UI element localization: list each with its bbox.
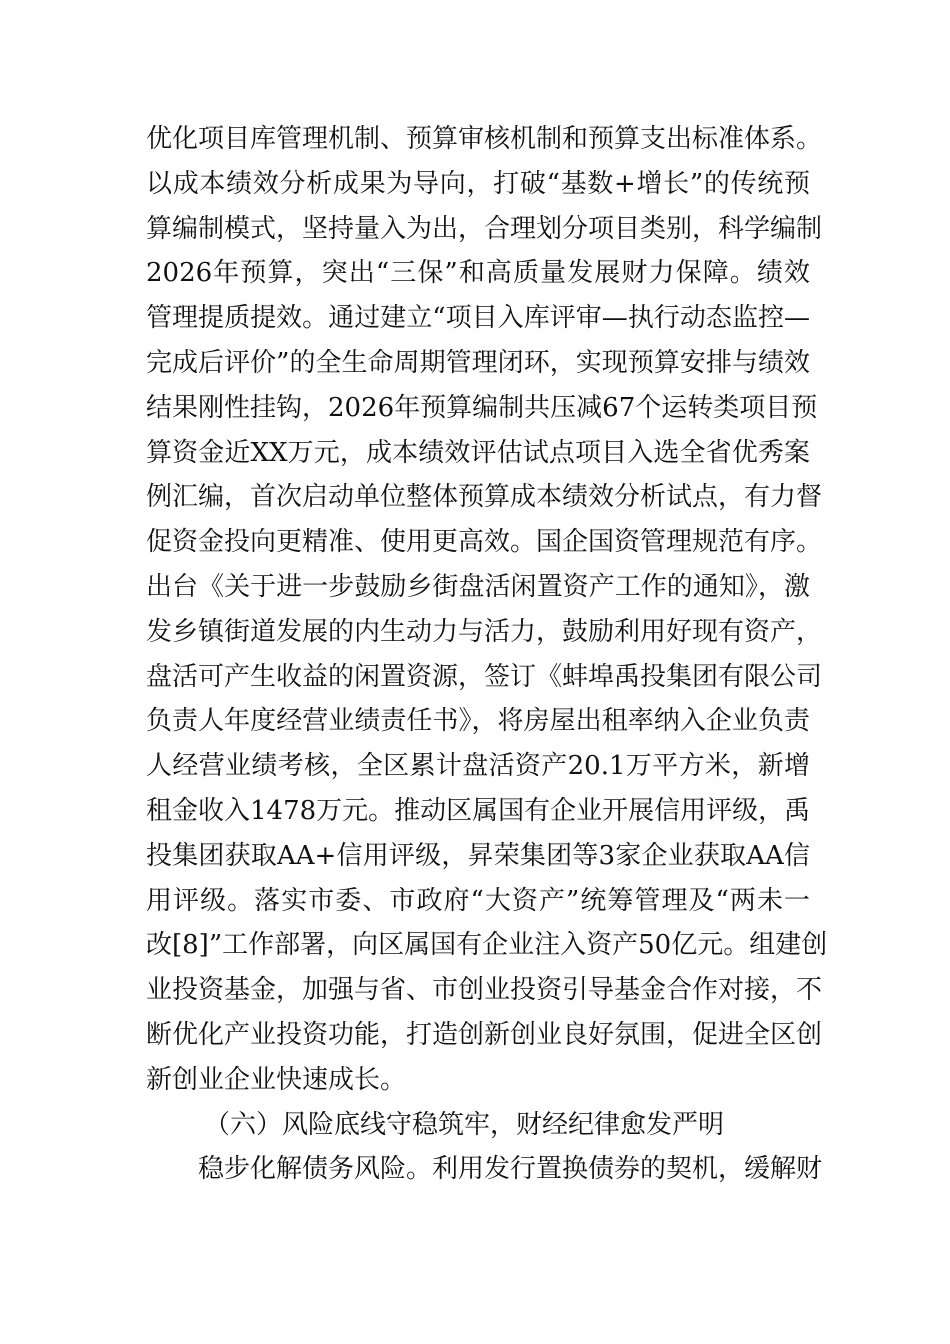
paragraph-line: 完成后评价”的全生命周期管理闭环，实现预算安排与绩效 xyxy=(146,347,810,378)
section-heading: （六）风险底线守稳筑牢，财经纪律愈发严明 xyxy=(204,1109,725,1140)
paragraph-line: 业投资基金，加强与省、市创业投资引导基金合作对接，不 xyxy=(146,975,823,1006)
paragraph-line: 投集团获取AA+信用评级，昇荣集团等3家企业获取AA信 xyxy=(146,840,810,871)
paragraph-line: 以成本绩效分析成果为导向，打破“基数+增长”的传统预 xyxy=(146,168,810,199)
paragraph-line: 用评级。落实市委、市政府“大资产”统筹管理及“两未一 xyxy=(146,885,810,916)
paragraph-line: 例汇编，首次启动单位整体预算成本绩效分析试点，有力督 xyxy=(146,482,823,513)
paragraph-line: 优化项目库管理机制、预算审核机制和预算支出标准体系。 xyxy=(146,124,823,154)
paragraph-line: 改[8]”工作部署，向区属国有企业注入资产50亿元。组建创 xyxy=(146,930,828,961)
paragraph-line: 人经营业绩考核，全区累计盘活资产20.1万平方米，新增 xyxy=(146,751,810,782)
paragraph-line: 管理提质提效。通过建立“项目入库评审—执行动态监控— xyxy=(146,303,810,334)
paragraph-line: 算资金近XX万元，成本绩效评估试点项目入选全省优秀案 xyxy=(146,437,810,468)
paragraph-line: 发乡镇街道发展的内生动力与活力，鼓励利用好现有资产， xyxy=(146,616,823,647)
document-body xyxy=(146,117,828,1192)
paragraph-line: 出台《关于进一步鼓励乡街盘活闲置资产工作的通知》，激 xyxy=(146,571,810,602)
paragraph-line: 盘活可产生收益的闲置资源，签订《蚌埠禹投集团有限公司 xyxy=(146,661,823,692)
paragraph-line: 结果刚性挂钩，2026年预算编制共压减67个运转类项目预 xyxy=(146,392,818,423)
paragraph-line: 稳步化解债务风险。利用发行置换债券的契机，缓解财 xyxy=(198,1154,823,1185)
paragraph-line: 新创业企业快速成长。 xyxy=(146,1064,407,1095)
paragraph-line: 算编制模式，坚持量入为出，合理划分项目类别，科学编制 xyxy=(146,213,823,244)
paragraph-line: 租金收入1478万元。推动区属国有企业开展信用评级，禹 xyxy=(146,795,811,826)
paragraph-line: 2026年预算，突出“三保”和高质量发展财力保障。绩效 xyxy=(146,258,810,289)
paragraph-line: 促资金投向更精准、使用更高效。国企国资管理规范有序。 xyxy=(146,527,823,558)
paragraph-line: 负责人年度经营业绩责任书》，将房屋出租率纳入企业负责 xyxy=(146,706,810,737)
paragraph-line: 断优化产业投资功能，打造创新创业良好氛围，促进全区创 xyxy=(146,1019,823,1050)
